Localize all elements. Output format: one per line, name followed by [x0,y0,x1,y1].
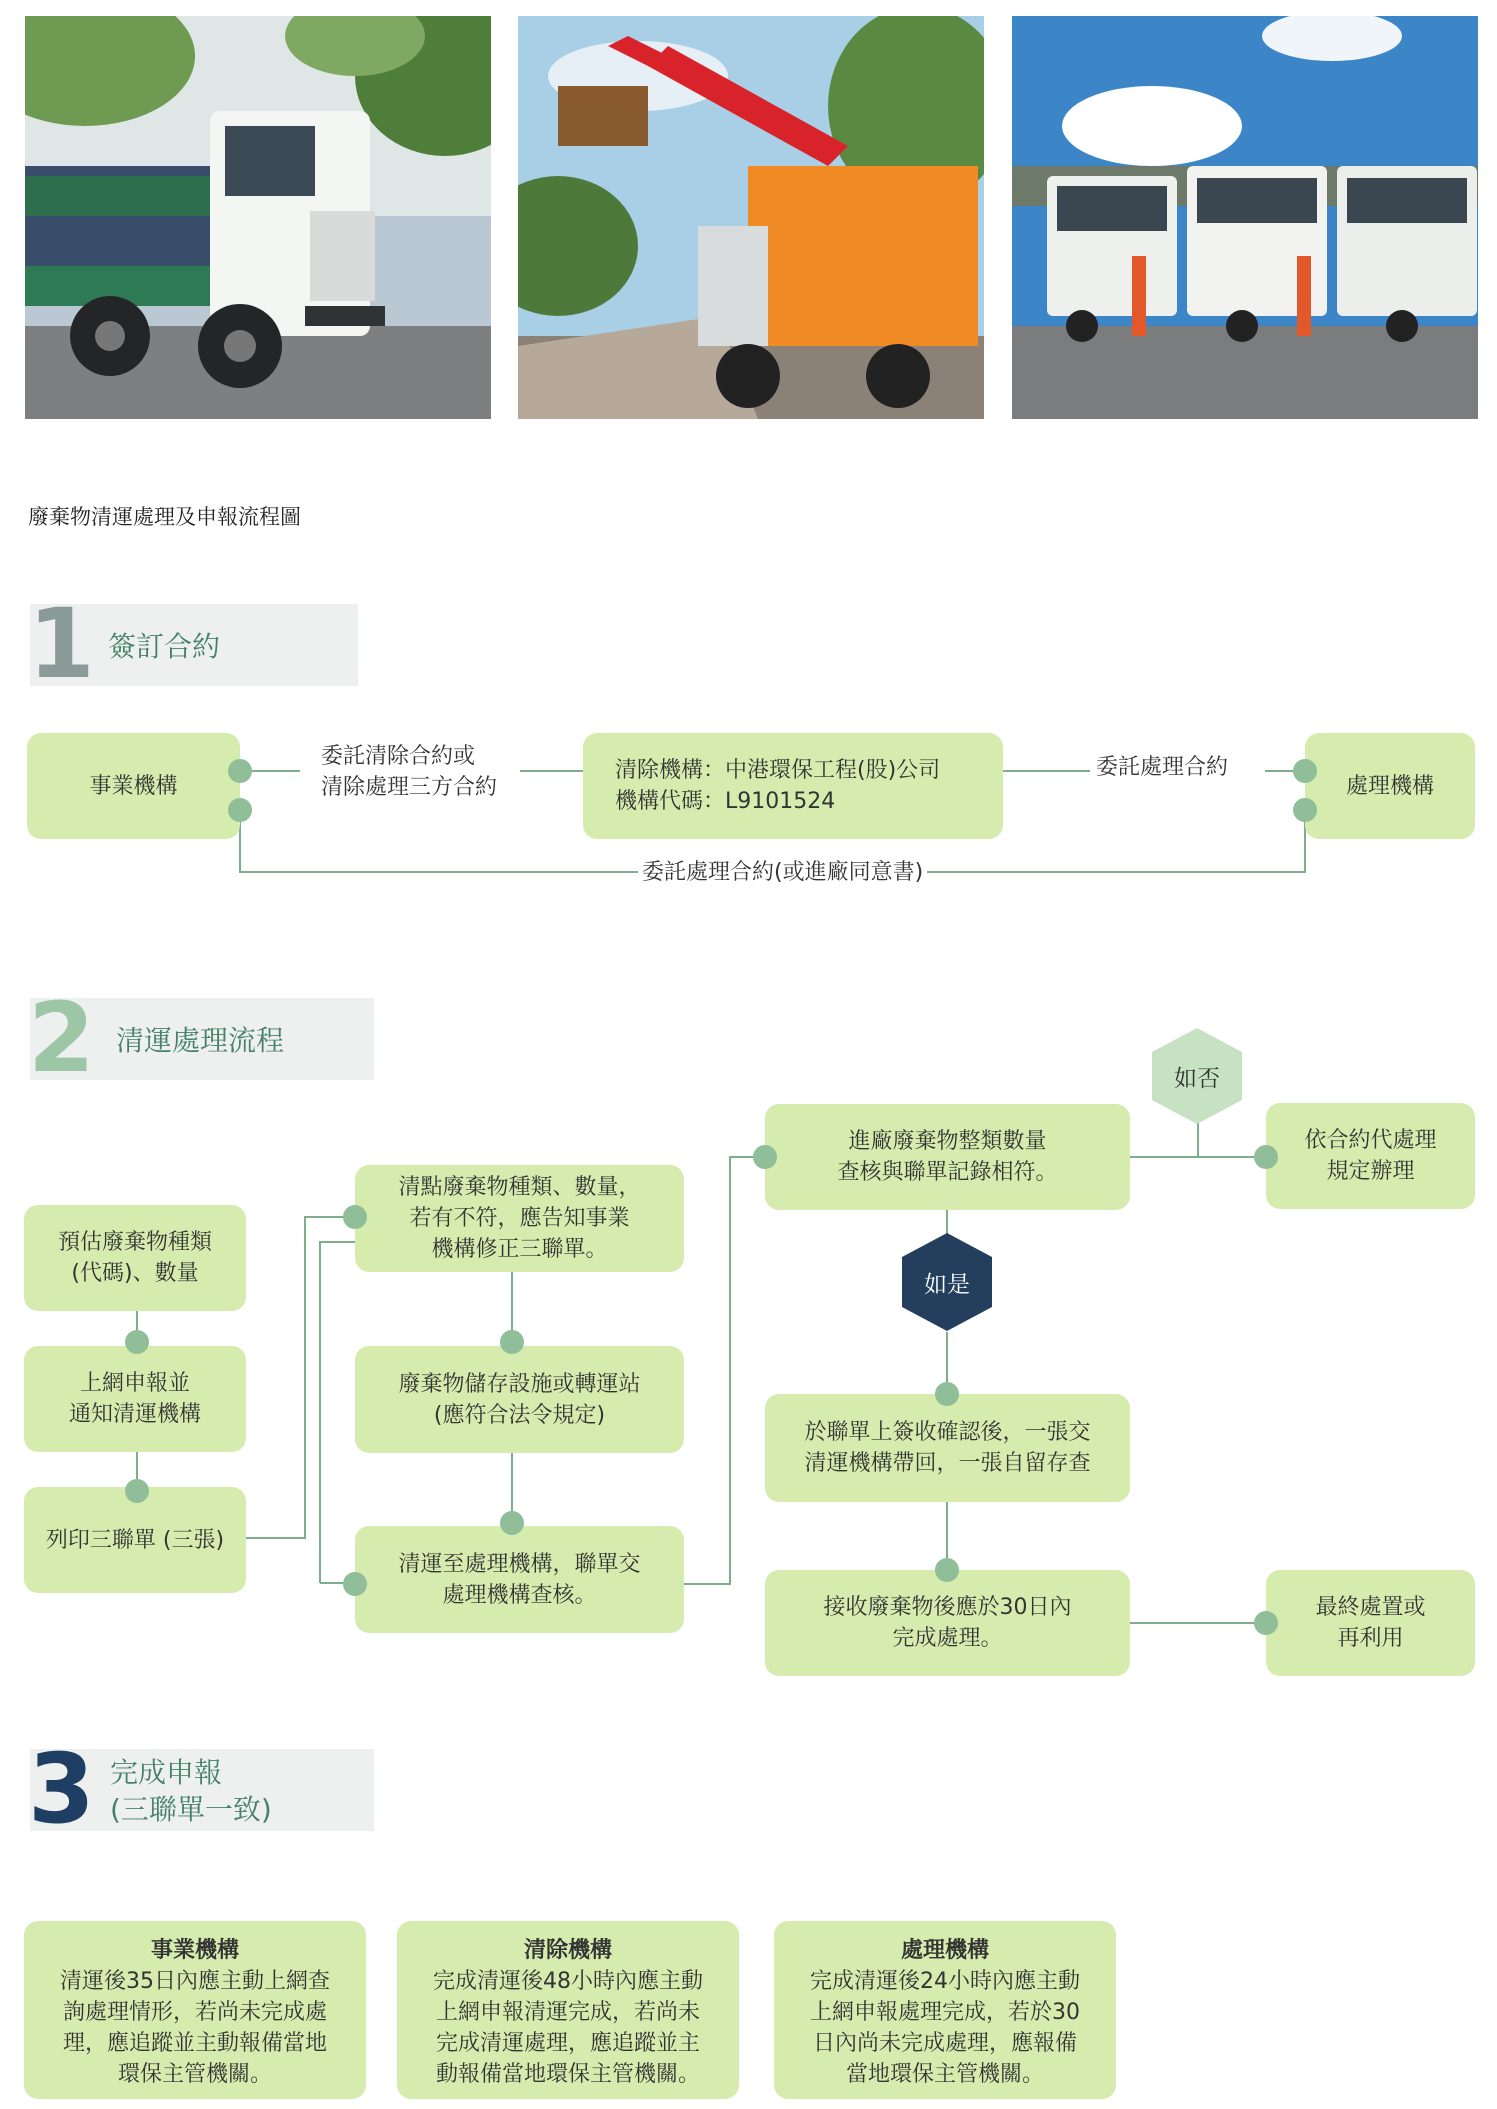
clearance-entity-box: 清除機構：中港環保工程(股)公司 機構代碼：L9101524 [583,733,1003,839]
connector-dot [228,759,252,783]
processing-entity-report-box [774,1921,1116,2099]
connector-dot [125,1330,149,1354]
decision-no-hexagon [1152,1028,1242,1124]
connector-dot [1293,759,1317,783]
connector-dot [500,1511,524,1535]
decision-no-label: 如否 [1174,1065,1220,1092]
decision-yes-hexagon [902,1233,992,1331]
connector-dot [500,1330,524,1354]
connector-dot [935,1558,959,1582]
intake-verify-box: 進廠廢棄物整類數量 查核與聯單記錄相符。 [765,1104,1130,1210]
section-1-number: 1 [28,588,95,700]
connector-dot [343,1205,367,1229]
contract-handling-box: 依合約代處理 規定辦理 [1266,1103,1475,1209]
label-commission-clearance-contract: 委託清除合約或 清除處理三方合約 [321,741,497,803]
section-3-title: 完成申報 (三聯單一致) [110,1756,272,1826]
clearance-entity-report-box [397,1921,739,2099]
processing-entity-box: 處理機構 [1305,733,1475,839]
section-2-title: 清運處理流程 [116,1024,285,1057]
final-disposal-box: 最終處置或 再利用 [1266,1570,1475,1676]
count-waste-box: 清點廢棄物種類、數量， 若有不符，應告知事業 機構修正三聯單。 [355,1165,684,1272]
connector-dot [228,798,252,822]
report-box-body: 完成清運後24小時內應主動 上網申報處理完成，若於30 日內尚未完成處理，應報備 當地環保主管機關。 [810,1969,1080,2087]
connector-dot [1293,798,1317,822]
report-box-title: 處理機構 [900,1938,989,1963]
section-3-number: 3 [28,1733,95,1845]
section-2-number: 2 [28,982,95,1094]
connector-dot [1254,1145,1278,1169]
connector-dot [1254,1611,1278,1635]
estimate-waste-box: 預估廢棄物種類 (代碼)、數量 [24,1205,246,1311]
report-box-title: 事業機構 [150,1938,239,1963]
transport-to-processor-box: 清運至處理機構，聯單交 處理機構查核。 [355,1526,684,1633]
business-entity-box: 事業機構 [27,733,240,839]
connector-dot [753,1145,777,1169]
label-commission-processing-contract: 委託處理合約 [1096,752,1228,783]
business-entity-report-box [24,1921,366,2099]
online-report-box: 上網申報並 通知清運機構 [24,1346,246,1452]
connector-dot [125,1479,149,1503]
section-1-title: 簽訂合約 [108,630,221,663]
decision-yes-label: 如是 [924,1271,970,1298]
connector-dot [935,1382,959,1406]
page-title: 廢棄物清運處理及申報流程圖 [28,505,301,529]
report-box-body: 清運後35日內應主動上網查 詢處理情形，若尚未完成處 理，應追蹤並主動報備當地 環保主管機關。 [60,1969,330,2087]
report-box-body: 完成清運後48小時內應主動 上網申報清運完成，若尚未 完成清運處理，應追蹤並主 動報備當地環保主管機關。 [433,1969,703,2087]
label-processing-contract-or-consent: 委託處理合約(或進廠同意書) [638,857,927,888]
complete-processing-box: 接收廢棄物後應於30日內 完成處理。 [765,1570,1130,1676]
report-box-title: 清除機構 [523,1938,612,1963]
storage-facility-box: 廢棄物儲存設施或轉運站 (應符合法令規定) [355,1346,684,1453]
connector-dot [343,1572,367,1596]
print-manifest-box: 列印三聯單 (三張) [24,1487,246,1593]
sign-manifest-box: 於聯單上簽收確認後，一張交 清運機構帶回，一張自留存查 [765,1394,1130,1502]
